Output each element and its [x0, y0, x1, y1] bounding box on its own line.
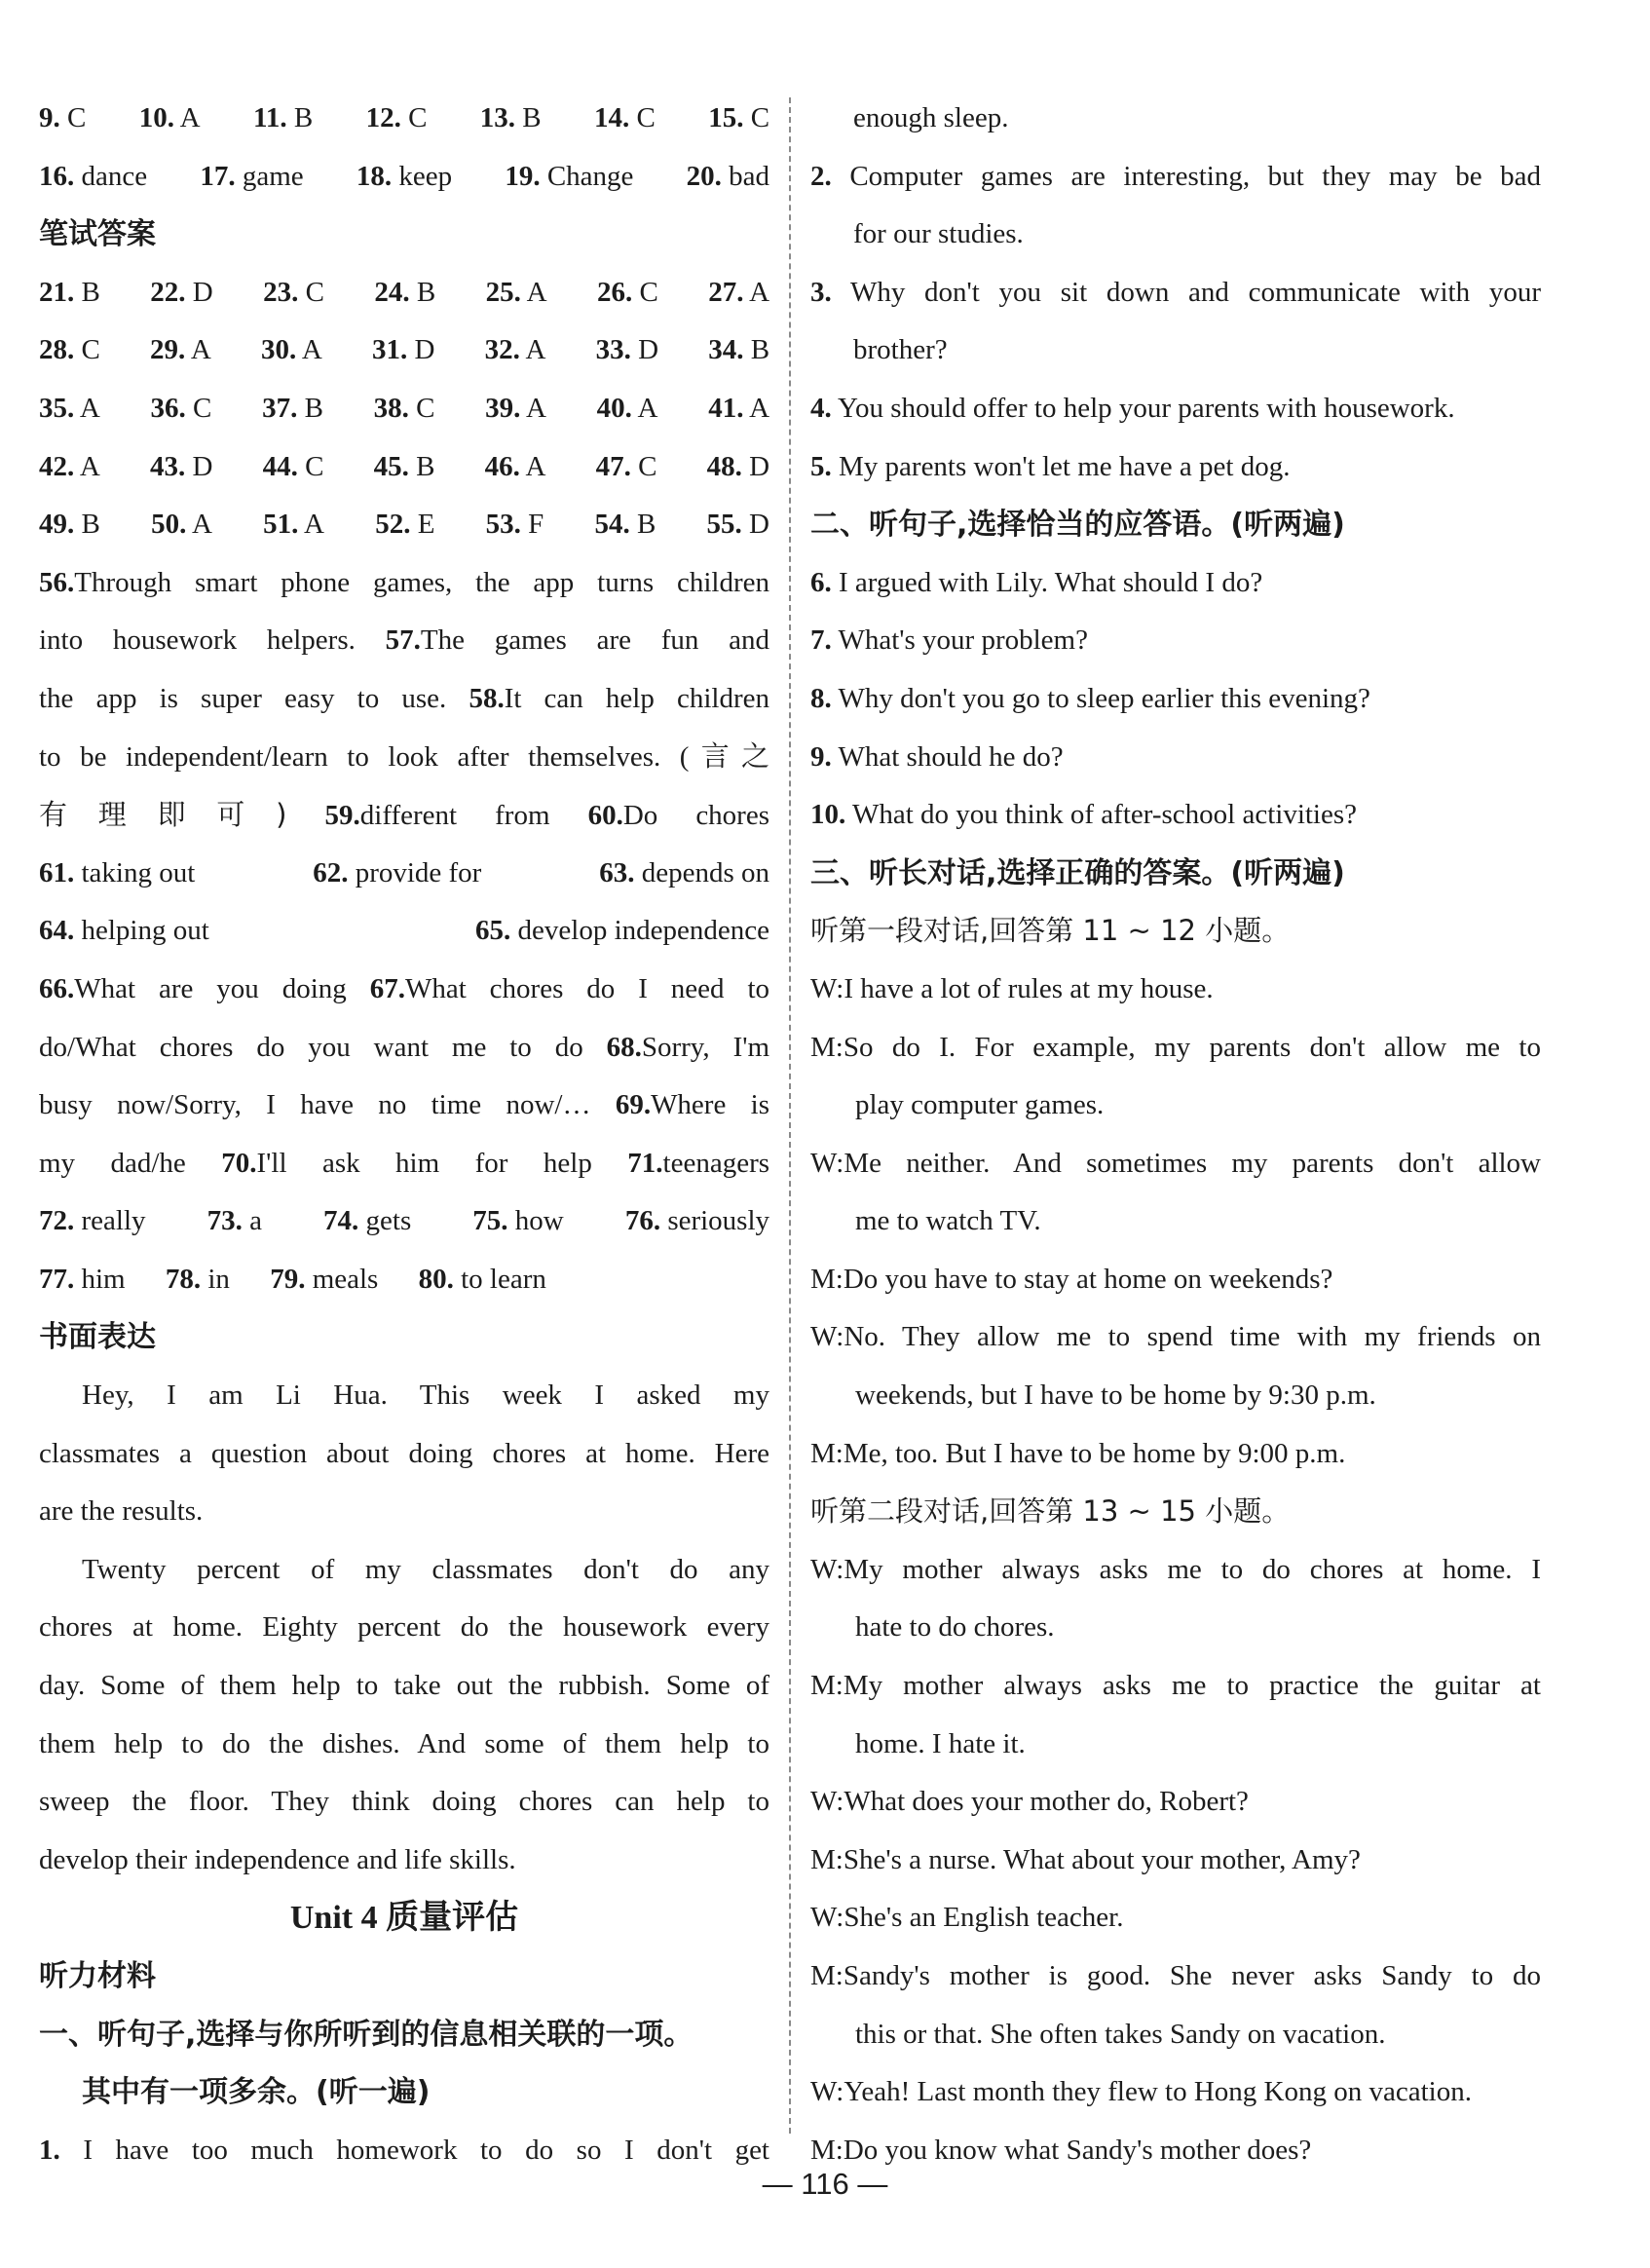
dialogue-line — [810, 1541, 1541, 1600]
answer-item: 44. C — [262, 450, 324, 482]
question-8: 8. Why don't you go to sleep earlier this evening? — [810, 682, 1370, 714]
answers-64-65 — [39, 902, 769, 961]
answer-item: 41. A — [708, 392, 770, 424]
answer-item: 10. A — [138, 102, 201, 133]
answer-item: 52. E — [375, 509, 435, 541]
dialogue-line-cont: me to watch TV. — [855, 1205, 1041, 1237]
dialogue-line-cont: play computer games. — [855, 1089, 1105, 1121]
question-4: 4. You should offer to help your parents with housework. — [810, 392, 1455, 424]
answer-56: 56.Through smart phone games, the app turns children — [39, 566, 769, 598]
dialogue-text: I have a lot of rules at my house. — [844, 972, 1214, 1004]
answer-item: 32. A — [484, 334, 546, 366]
answer-item: 54. B — [594, 509, 656, 541]
writing-heading: 书面表达 — [39, 1320, 156, 1355]
answer-58-cont: to be independent/learn to look after themselves. (言之 — [39, 740, 769, 773]
essay-line: chores at home. Eighty percent do the housework every — [39, 1611, 769, 1644]
speaker: W: — [810, 1147, 844, 1179]
answer-item: 37. B — [262, 392, 323, 424]
dialogue-line — [810, 1832, 1541, 1890]
dialogue1-intro: 听第一段对话,回答第 11 ~ 12 小题。 — [810, 914, 1291, 948]
section2-heading: 二、听句子,选择恰当的应答语。(听两遍) — [810, 508, 1345, 543]
answers-72-76 — [39, 1192, 769, 1251]
dialogue-line-cont: weekends, but I have to be home by 9:30 p.m. — [855, 1380, 1376, 1412]
dialogue-line — [810, 1308, 1541, 1367]
answers-42-48 — [39, 438, 769, 497]
answer-68: do/What chores do you want me to do 68.Sorry, I'm — [39, 1031, 770, 1063]
answer-item: 16. dance — [39, 160, 148, 192]
answer-item: 61. taking out — [39, 856, 196, 888]
answer-item: 21. B — [39, 276, 100, 308]
answers-77-80 — [39, 1251, 769, 1309]
dialogue-line — [810, 2063, 1541, 2122]
answer-item: 51. A — [263, 509, 324, 541]
dialogue-line — [810, 1251, 1541, 1309]
answer-item: 18. keep — [356, 160, 453, 192]
answer-item: 36. C — [150, 392, 212, 424]
answer-item: 15. C — [708, 102, 770, 133]
answer-item: 12. C — [365, 102, 428, 133]
answer-item: 29. A — [150, 334, 211, 366]
answers-35-41 — [39, 380, 769, 438]
answer-item: 19. Change — [505, 160, 634, 192]
dialogue-line — [810, 1019, 1541, 1077]
dialogue-text: Me, too. But I have to be home by 9:00 p.m. — [843, 1437, 1346, 1469]
answer-item: 38. C — [373, 392, 435, 424]
speaker: M: — [810, 1437, 844, 1469]
dialogue-text: Yeah! Last month they flew to Hong Kong on vacation. — [844, 2076, 1472, 2108]
dialogue-line — [810, 1657, 1541, 1716]
answers-61-63 — [39, 845, 769, 903]
answer-item: 76. seriously — [624, 1205, 770, 1237]
answer-item: 30. A — [261, 334, 322, 366]
dialogue2-intro: 听第二段对话,回答第 13 ~ 15 小题。 — [810, 1494, 1291, 1529]
answer-item: 42. A — [39, 450, 100, 482]
answer-item: 65. develop independence — [475, 915, 769, 947]
speaker: W: — [810, 2076, 844, 2108]
dialogue-line-cont: home. I hate it. — [855, 1727, 1026, 1759]
answer-item: 45. B — [373, 450, 435, 482]
dialogue-text: My mother always asks me to do chores at home. I — [844, 1553, 1541, 1585]
answers-28-34 — [39, 321, 769, 380]
answer-item: 11. B — [252, 102, 314, 133]
speaker: W: — [810, 972, 844, 1004]
right-column — [810, 90, 1541, 2179]
listening-heading: 听力材料 — [39, 1959, 156, 1993]
question-2: 2. Computer games are interesting, but they may be bad — [810, 160, 1542, 192]
speaker: M: — [810, 1031, 844, 1063]
dialogue-text: She's an English teacher. — [844, 1902, 1124, 1934]
answer-item: 77. him — [39, 1263, 126, 1295]
dialogue-line — [810, 961, 1541, 1019]
answer-item: 62. provide for — [313, 856, 482, 888]
unit-title: Unit 4 质量评估 — [289, 1898, 519, 1938]
speaker: W: — [810, 1321, 844, 1353]
answer-item: 40. A — [596, 392, 658, 424]
answer-item: 31. D — [372, 334, 435, 366]
question-3: 3. Why don't you sit down and communicate with your — [810, 276, 1541, 308]
answer-66-67: 66.What are you doing 67.What chores do I need to — [39, 972, 769, 1004]
essay-line: sweep the floor. They think doing chores can help to — [39, 1786, 769, 1818]
dialogue-line-cont: hate to do chores. — [855, 1611, 1055, 1644]
dialogue-text: Do you know what Sandy's mother does? — [843, 2134, 1312, 2166]
answer-item: 73. a — [206, 1205, 262, 1237]
answer-item: 9. C — [39, 102, 87, 133]
answer-item: 80. to learn — [418, 1263, 546, 1295]
page-number: — 116 — — [762, 2167, 888, 2201]
dialogue-text: Do you have to stay at home on weekends? — [843, 1263, 1333, 1295]
answer-item: 63. depends on — [599, 856, 770, 888]
answer-item: 79. meals — [270, 1263, 379, 1295]
answer-item: 53. F — [485, 509, 544, 541]
question-1: 1. I have too much homework to do so I don't get — [39, 2134, 769, 2166]
question-5: 5. My parents won't let me have a pet dog. — [810, 450, 1291, 482]
dialogue-line — [810, 1425, 1541, 1484]
dialogue-2 — [810, 1541, 1541, 2180]
speaker: M: — [810, 2134, 844, 2166]
dialogue-text: My mother always asks me to practice the guitar at — [843, 1670, 1541, 1702]
section1-heading: 一、听句子,选择与你所听到的信息相关联的一项。 — [39, 2017, 694, 2052]
dialogue-text: No. They allow me to spend time with my friends on — [844, 1321, 1541, 1353]
dialogue-line — [810, 1773, 1541, 1832]
answer-item: 78. in — [165, 1263, 230, 1295]
question-7: 7. What's your problem? — [810, 624, 1088, 657]
answer-item: 28. C — [39, 334, 100, 366]
speaker: M: — [810, 1843, 844, 1875]
answer-item: 14. C — [594, 102, 656, 133]
answer-70-71: my dad/he 70.I'll ask him for help 71.teenagers — [39, 1147, 770, 1179]
answer-item: 64. helping out — [39, 915, 209, 947]
answer-item: 55. D — [706, 509, 769, 541]
answer-item: 43. D — [150, 450, 213, 482]
answer-item: 50. A — [151, 509, 212, 541]
question-1-cont: enough sleep. — [853, 102, 1009, 133]
dialogue-text: So do I. For example, my parents don't allow me to — [843, 1031, 1541, 1063]
speaker: M: — [810, 1263, 844, 1295]
answer-item: 75. how — [472, 1205, 564, 1237]
answers-9-15 — [39, 90, 769, 148]
essay-line: are the results. — [39, 1495, 204, 1528]
dialogue-text: Me neither. And sometimes my parents don't allow — [844, 1147, 1541, 1179]
essay-line: develop their independence and life skills. — [39, 1843, 516, 1875]
essay-line: them help to do the dishes. And some of them help to — [39, 1727, 769, 1759]
answers-21-27 — [39, 264, 769, 322]
dialogue-line — [810, 1889, 1541, 1947]
answer-58: the app is super easy to use. 58.It can help children — [39, 682, 770, 714]
essay-line: Hey, I am Li Hua. This week I asked my — [82, 1380, 769, 1412]
answer-item: 25. A — [485, 276, 547, 308]
answer-item: 48. D — [706, 450, 770, 482]
left-column — [39, 90, 769, 2179]
answer-item: 49. B — [39, 509, 100, 541]
answer-item: 39. A — [485, 392, 546, 424]
answer-item: 13. B — [479, 102, 542, 133]
question-2-cont: for our studies. — [853, 218, 1024, 250]
answer-item: 34. B — [708, 334, 770, 366]
dialogue-text: She's a nurse. What about your mother, Amy? — [843, 1843, 1361, 1875]
speaker: M: — [810, 1670, 844, 1702]
answer-item: 24. B — [374, 276, 436, 308]
column-divider — [789, 97, 791, 2134]
question-9: 9. What should he do? — [810, 740, 1064, 773]
speaker: M: — [810, 1960, 844, 1991]
answer-item: 23. C — [263, 276, 324, 308]
answer-item: 33. D — [595, 334, 659, 366]
dialogue-line-cont: this or that. She often takes Sandy on vacation. — [855, 2018, 1386, 2050]
dialogue-text: Sandy's mother is good. She never asks Sandy to do — [843, 1960, 1541, 1991]
question-3-cont: brother? — [853, 334, 948, 366]
answer-item: 26. C — [596, 276, 658, 308]
essay-line: classmates a question about doing chores at home. Here — [39, 1437, 769, 1469]
dialogue-line — [810, 1947, 1541, 2006]
speaker: W: — [810, 1902, 844, 1934]
question-10: 10. What do you think of after-school activities? — [810, 799, 1358, 831]
answer-item: 27. A — [708, 276, 770, 308]
answer-item: 20. bad — [686, 160, 770, 192]
answer-69: busy now/Sorry, I have no time now/… 69.Where is — [39, 1089, 769, 1121]
essay-line: day. Some of them help to take out the rubbish. Some of — [39, 1670, 769, 1702]
answers-16-20 — [39, 148, 769, 207]
written-answers-heading: 笔试答案 — [39, 217, 156, 252]
answer-item: 17. game — [200, 160, 304, 192]
dialogue-1 — [810, 961, 1541, 1483]
dialogue-text: What does your mother do, Robert? — [844, 1786, 1249, 1818]
question-6: 6. I argued with Lily. What should I do? — [810, 566, 1263, 598]
answers-49-55 — [39, 496, 769, 554]
section3-heading: 三、听长对话,选择正确的答案。(听两遍) — [810, 855, 1345, 890]
section1-heading-cont: 其中有一项多余。(听一遍) — [82, 2075, 431, 2110]
answer-item: 72. really — [39, 1205, 146, 1237]
speaker: W: — [810, 1786, 844, 1818]
answer-item: 46. A — [484, 450, 546, 482]
answer-item: 47. C — [595, 450, 657, 482]
dialogue-line — [810, 1135, 1541, 1193]
answer-item: 35. A — [39, 392, 100, 424]
answer-item: 74. gets — [323, 1205, 412, 1237]
answer-57: into housework helpers. 57.The games are fun and — [39, 624, 770, 657]
essay-line: Twenty percent of my classmates don't do any — [82, 1553, 769, 1585]
speaker: W: — [810, 1553, 844, 1585]
answer-item: 22. D — [150, 276, 213, 308]
answer-59-60: 有理即可) 59.different from 60.Do chores — [39, 798, 769, 832]
